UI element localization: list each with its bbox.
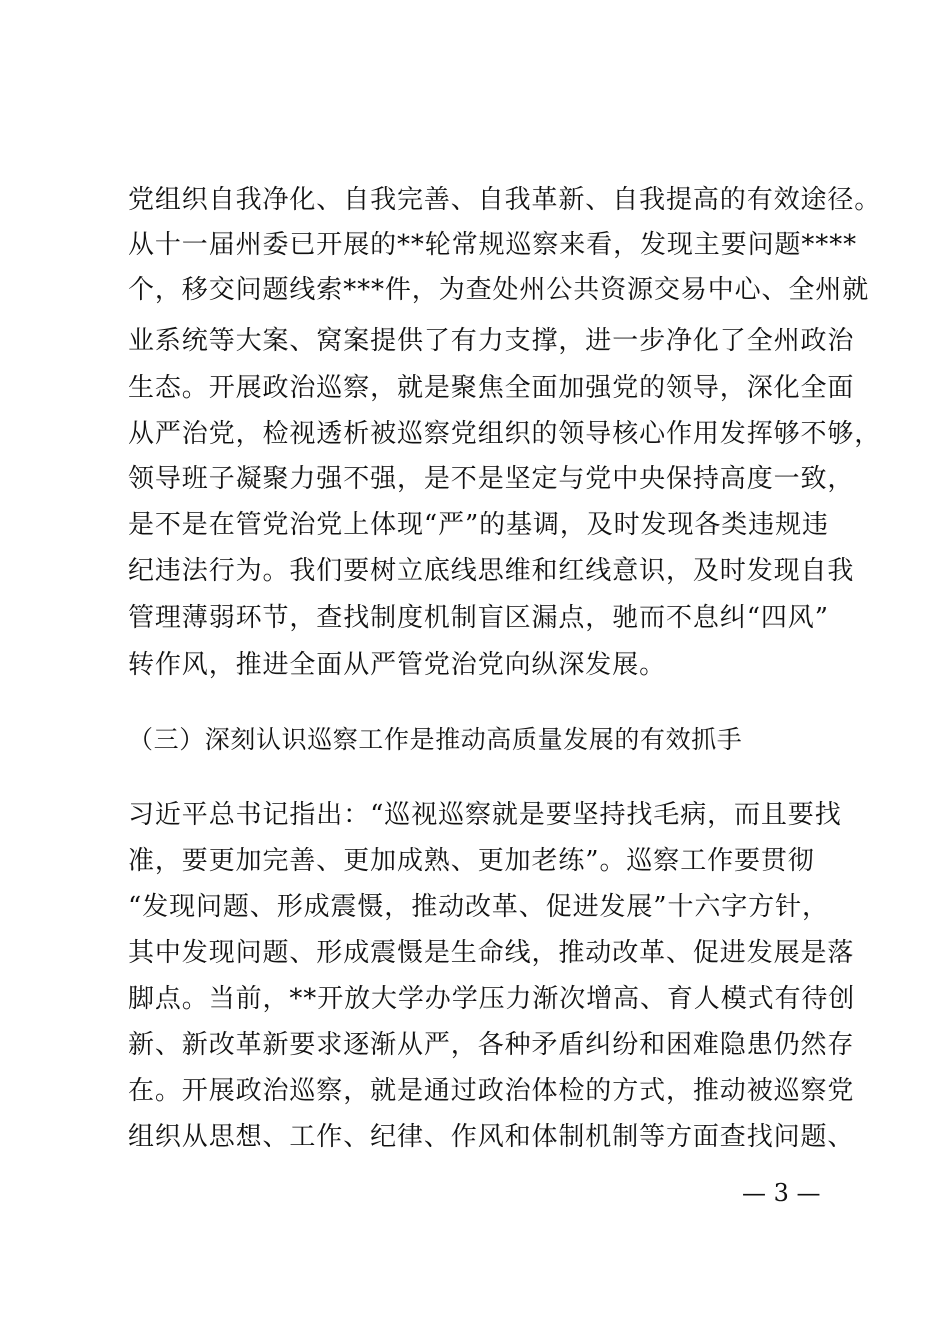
paragraph-line: 是不是在管党治党上体现“严”的基调，及时发现各类违规违 — [128, 510, 829, 540]
paragraph-line: 转作风，推进全面从严管党治党向纵深发展。 — [128, 650, 667, 680]
paragraph-line: 从十一届州委已开展的**轮常规巡察来看，发现主要问题**** — [128, 230, 858, 260]
paragraph-line: 组织从思想、工作、纪律、作风和体制机制等方面查找问题、 — [128, 1122, 855, 1152]
paragraph-line: 党组织自我净化、自我完善、自我革新、自我提高的有效途径。 — [128, 185, 882, 215]
paragraph-line: 领导班子凝聚力强不强，是不是坚定与党中央保持高度一致， — [128, 464, 855, 494]
paragraph-line: 生态。开展政治巡察，就是聚焦全面加强党的领导，深化全面 — [128, 373, 855, 403]
paragraph-line: 习近平总书记指出：“巡视巡察就是要坚持找毛病，而且要找 — [128, 800, 842, 830]
paragraph-line: 其中发现问题、形成震慑是生命线，推动改革、促进发展是落 — [128, 938, 855, 968]
paragraph-line: 管理薄弱环节，查找制度机制盲区漏点，驰而不息纠“四风” — [128, 603, 829, 633]
paragraph-line: 从严治党，检视透析被巡察党组织的领导核心作用发挥够不够， — [128, 419, 882, 449]
paragraph-line: 纪违法行为。我们要树立底线思维和红线意识，及时发现自我 — [128, 556, 855, 586]
paragraph-line: 脚点。当前，**开放大学办学压力渐次增高、育人模式有待创 — [128, 984, 856, 1014]
paragraph-line: 个，移交问题线索***件，为查处州公共资源交易中心、全州就 — [128, 275, 870, 305]
paragraph-line: 准，要更加完善、更加成熟、更加老练”。巡察工作要贯彻 — [128, 846, 815, 876]
paragraph-line: 在。开展政治巡察，就是通过政治体检的方式，推动被巡察党 — [128, 1076, 855, 1106]
page-number: — 3 — — [742, 1179, 821, 1207]
paragraph-line: 新、新改革新要求逐渐从严，各种矛盾纠纷和困难隐患仍然存 — [128, 1030, 855, 1060]
paragraph-line: “发现问题、形成震慑，推动改革、促进发展”十六字方针， — [128, 892, 829, 922]
paragraph-line: 业系统等大案、窝案提供了有力支撑，进一步净化了全州政治 — [128, 326, 855, 356]
section-heading: （三）深刻认识巡察工作是推动高质量发展的有效抓手 — [128, 725, 743, 754]
